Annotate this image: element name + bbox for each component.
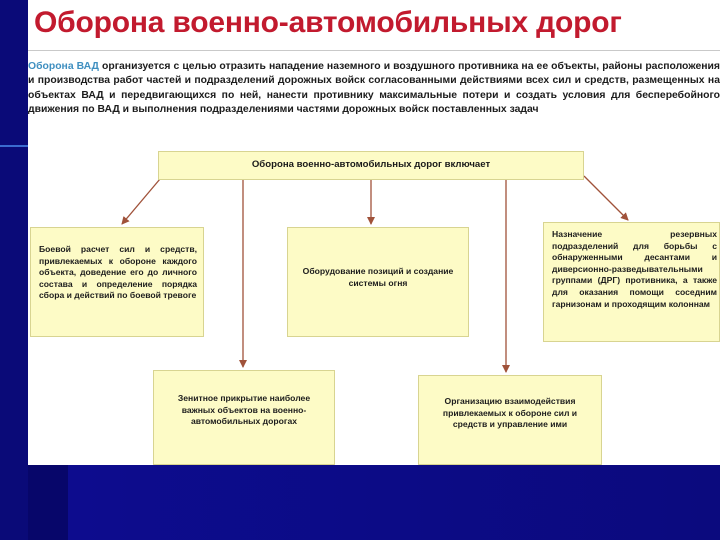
diagram-node-positions-fire-system bbox=[287, 227, 469, 337]
intro-text: организуется с целью отразить нападение наземного и воздушного противника на ее объекты, районы расположения и производства работ частей и подразделений дорожных войск согласованными действиями всех сил и средств, размещенных на объектах ВАД и передвигающихся по ней, нанести противнику максимальные потери и создать условия для бесперебойного движения по ВАД и выполнения подразделениями частями дорожных войск поставленных задач bbox=[28, 61, 720, 115]
node-label: Зенитное прикрытие наиболее важных объектов на военно-автомобильных дорогах bbox=[177, 393, 311, 427]
diagram-node-reserve-units bbox=[543, 222, 720, 342]
diagram-node-air-defense bbox=[153, 370, 335, 465]
slide-title: Оборона военно-автомобильных дорог bbox=[34, 6, 622, 39]
bottom-background-band bbox=[68, 465, 720, 540]
node-label: Назначение резервных подразделений для борьбы с обнаруженными десантами и диверсионно-разведывательными группами (ДРГ) противника, а также для оказания помощи соседним гарнизонам и проходящим колоннам bbox=[552, 229, 717, 309]
diagram-node-combat-roster bbox=[30, 227, 204, 337]
arrow-to-node-1 bbox=[122, 179, 160, 224]
node-label: Оборудование позиций и создание системы огня bbox=[302, 266, 454, 288]
accent-line bbox=[0, 145, 28, 147]
left-background-strip bbox=[0, 0, 28, 540]
intro-lead: Оборона ВАД bbox=[28, 61, 99, 72]
arrow-to-node-3 bbox=[584, 176, 628, 220]
diagram-node-interaction-organization bbox=[418, 375, 602, 465]
slide-content bbox=[28, 0, 720, 465]
node-label: Боевой расчет сил и средств, привлекаемых к обороне каждого объекта, доведение его до личного состава и определение порядка сбора и действий по боевой тревоге bbox=[39, 244, 197, 301]
node-label: Организацию взаимодействия привлекаемых к обороне сил и средств и управление ими bbox=[442, 396, 578, 430]
diagram-root-label: Оборона военно-автомобильных дорог включает bbox=[251, 159, 491, 170]
diagram-root-box bbox=[158, 151, 584, 180]
